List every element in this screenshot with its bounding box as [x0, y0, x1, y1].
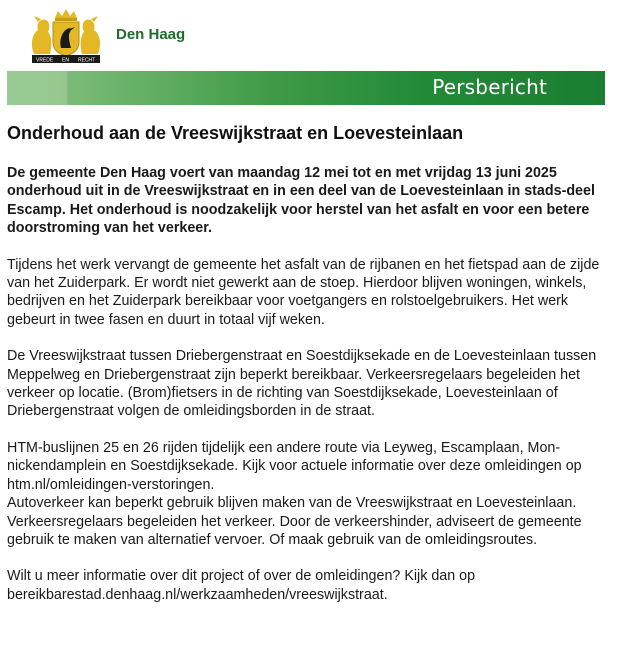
banner-label: Persbericht [432, 75, 547, 99]
paragraph-5: Wilt u meer informatie over dit project of over de omleidingen? Kijk dan op bereikbarestad.denhaag.nl/werkzaamheden/vreeswijkstraat. [7, 568, 476, 603]
den-haag-crest-logo [28, 8, 104, 66]
banner-accent-stripe [7, 71, 67, 105]
crest-motto-left: VREDE [36, 57, 54, 64]
crest-motto-right: RECHT [78, 57, 96, 64]
article-lead: De gemeente Den Haag voert van maandag 12 mei tot en met vrijdag 13 juni 2025 onderhoud uit in de Vreeswijkstraat en in een deel van de Loevesteinlaan in stads-deel Escamp. Het onderhoud is noodzakelijk voor herstel van het asfalt en voor een betere doorstroming van het verkeer. [7, 165, 595, 237]
paragraph-2: De Vreeswijkstraat tussen Driebergenstraat en Soestdijksekade en de Loevesteinlaan tussen Meppelweg en Driebergenstraat zijn beperkt bereikbaar. Verkeersregelaars begeleiden het verkeer op locatie. (Brom)fietsers in de richting van Soestdijksekade, Loevesteinlaan of Driebergenstraat volgen de omleidingsborden in de straat. [7, 348, 597, 420]
paragraph-3: HTM-buslijnen 25 en 26 rijden tijdelijk een andere route via Leyweg, Escamplaan, Mon-nickendamplein en Soestdijksekade. Kijk voor actuele informatie over deze omleidingen op htm.nl/omleidingen-verstoringen. [7, 439, 582, 493]
paragraph-4: Autoverkeer kan beperkt gebruik blijven maken van de Vreeswijkstraat en Loevesteinlaan. Verkeersregelaars begeleiden het verkeer. Door de verkeershinder, adviseert de gemeente gebruik te maken van alternatief vervoer. Of maak gebruik van de omleidingsroutes. [7, 495, 582, 548]
crest-motto-mid: EN [62, 57, 69, 64]
page-header [0, 0, 638, 70]
paragraph-1: Tijdens het werk vervangt de gemeente het asfalt van de rijbanen en het fietspad aan de zijde van het Zuiderpark. Er wordt niet gewerkt aan de stoep. Hierdoor blijven woningen, winkels, bedrijven en het Zuiderpark bereikbaar voor voetgangers en rolstoelgebruikers. Het werk gebeurt in twee fasen en duurt in totaal vijf weken. [7, 256, 600, 328]
article-title: Onderhoud aan de Vreeswijkstraat en Loevesteinlaan [7, 123, 464, 143]
press-release-banner [7, 71, 605, 105]
article-body [7, 120, 611, 604]
brand-name: Den Haag [116, 26, 186, 43]
